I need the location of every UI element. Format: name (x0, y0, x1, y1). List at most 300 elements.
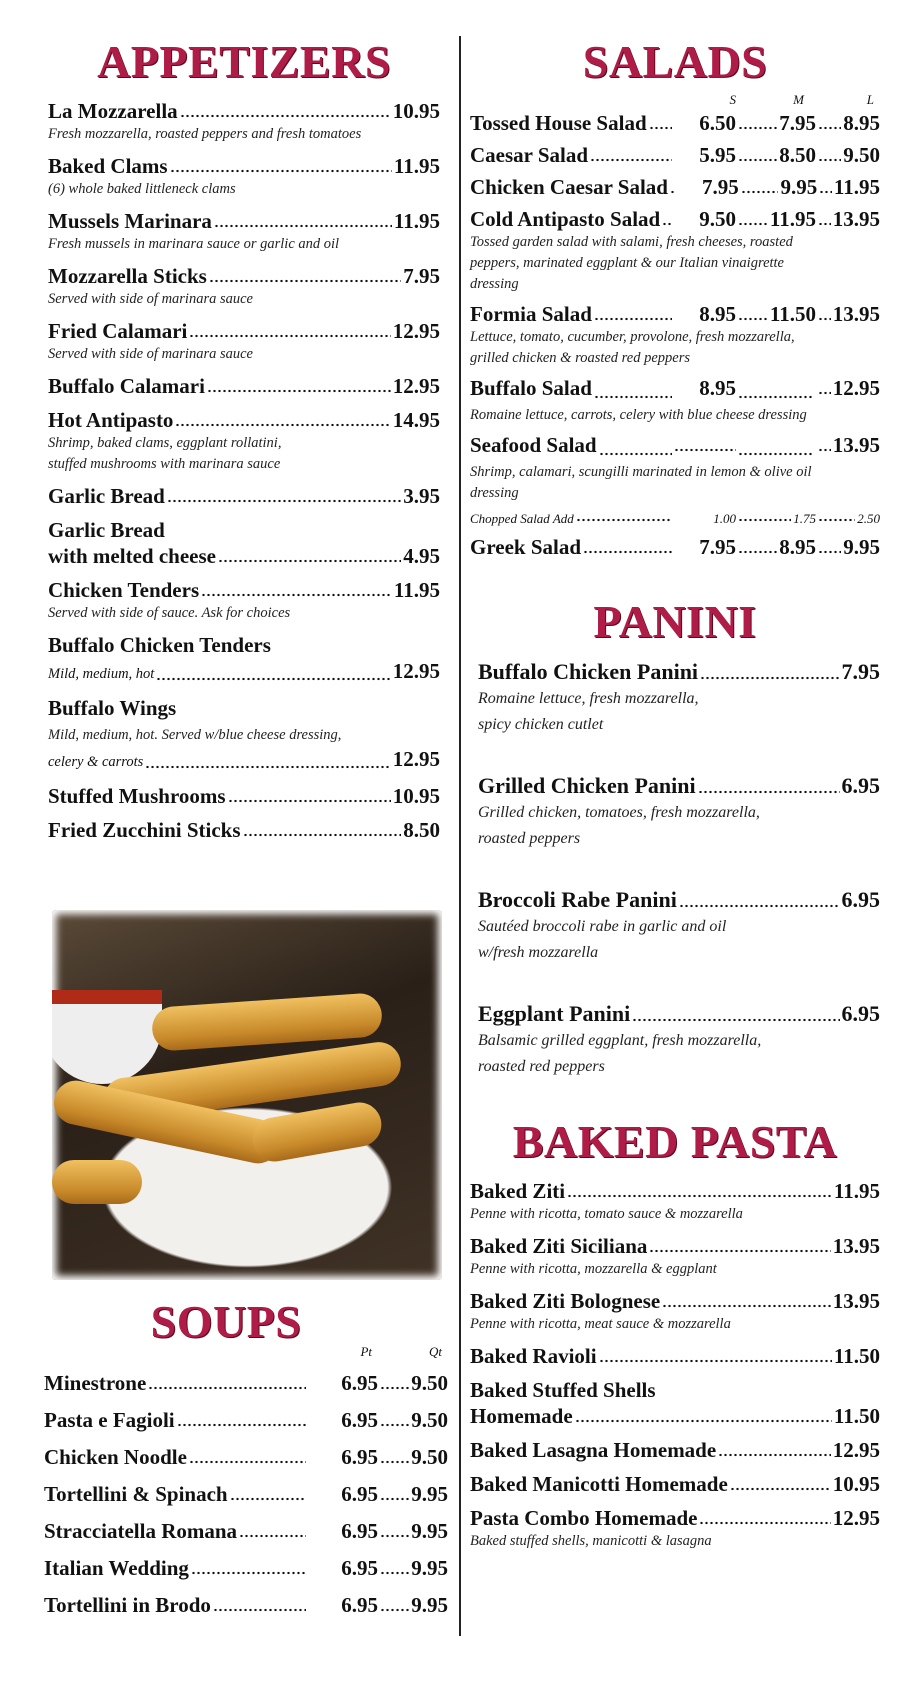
menu-item-price: 7.95 (841, 659, 880, 684)
menu-item-price: 11.50 (769, 302, 816, 326)
menu-item-name: Chopped Salad Add (470, 511, 574, 526)
menu-item-row (470, 174, 880, 200)
menu-item-name: Cold Antipasto Salad (470, 207, 661, 231)
dot-leader (228, 799, 391, 803)
price-cell (736, 510, 816, 528)
stick-shape (249, 1099, 385, 1165)
menu-item-row (470, 1233, 880, 1259)
price-cell (378, 1555, 448, 1581)
menu-item-price: 11.95 (833, 175, 880, 199)
dot-leader (662, 1304, 831, 1308)
size-l: L (866, 92, 874, 107)
dot-leader (590, 158, 672, 162)
menu-item-row (48, 783, 440, 809)
menu-item-name: Pasta e Fagioli (44, 1408, 175, 1432)
price-cell (674, 206, 736, 232)
menu-item (48, 632, 440, 687)
menu-item (48, 153, 440, 200)
menu-item-price: 12.95 (392, 374, 440, 398)
menu-item-row (48, 543, 440, 569)
price-cell (678, 174, 739, 200)
size-m: M (793, 92, 804, 107)
mozzarella-sticks-photo (52, 910, 442, 1280)
menu-item-price: 9.50 (411, 1371, 448, 1395)
menu-item-description: Penne with ricotta, meat sauce & mozzarella (470, 1316, 731, 1332)
baked-pasta-list (470, 1178, 880, 1552)
menu-item-row (44, 1518, 448, 1544)
dot-leader (380, 1460, 409, 1464)
price-cell (308, 1370, 378, 1396)
menu-item-description: Shrimp, calamari, scungilli marinated in lemon & olive oil (470, 464, 812, 480)
price-cell (816, 510, 880, 528)
menu-item-row (478, 658, 880, 686)
dot-leader (148, 1386, 306, 1390)
dot-leader (649, 126, 672, 130)
price-cell (817, 174, 880, 200)
menu-item-name: Chicken Tenders (48, 578, 200, 602)
menu-item-row (48, 263, 440, 289)
menu-item-name: Mozzarella Sticks (48, 264, 207, 288)
menu-item-price: 12.95 (392, 747, 440, 771)
menu-item-price: 6.95 (341, 1556, 378, 1580)
menu-item (470, 1343, 880, 1369)
dot-leader (380, 1497, 409, 1501)
price-cell (736, 395, 816, 405)
menu-item-description: roasted red peppers (478, 1058, 605, 1075)
menu-item-name: Formia Salad (470, 302, 592, 326)
menu-item (44, 1555, 448, 1581)
menu-item-price: 7.95 (403, 264, 440, 288)
dot-leader (207, 389, 391, 393)
menu-item (470, 110, 880, 136)
menu-item-price: 9.95 (780, 175, 818, 199)
dot-leader (170, 169, 392, 173)
menu-item-row (470, 375, 880, 405)
menu-item-description: Fresh mozzarella, roasted peppers and fresh tomatoes (48, 126, 362, 142)
dot-leader (594, 395, 672, 399)
menu-item-name: Minestrone (44, 1371, 147, 1395)
menu-item-price: 6.95 (341, 1371, 378, 1395)
menu-item-row (48, 208, 440, 234)
price-cell (816, 110, 880, 136)
dot-leader (818, 448, 831, 452)
menu-item-row (48, 153, 440, 179)
menu-item-name: Hot Antipasto (48, 408, 174, 432)
menu-item (478, 658, 880, 738)
price-cell (736, 110, 816, 136)
menu-item-name: Baked Manicotti Homemade (470, 1472, 728, 1496)
menu-item-price: 12.95 (832, 376, 880, 400)
price-cell (308, 1592, 378, 1618)
dot-leader (209, 279, 401, 283)
dot-leader (674, 448, 736, 452)
menu-item-price: 11.95 (393, 578, 440, 602)
dot-leader (738, 126, 777, 130)
dot-leader (818, 391, 831, 395)
menu-item-name-line: Baked Stuffed Shells (470, 1378, 656, 1402)
price-cell (674, 448, 736, 458)
dot-leader (700, 676, 839, 680)
menu-item-price: 10.95 (832, 1472, 880, 1496)
menu-item-row (48, 817, 440, 843)
menu-item-price: 6.95 (841, 887, 880, 912)
price-cell (378, 1370, 448, 1396)
dot-leader (380, 1571, 409, 1575)
dot-leader (189, 334, 390, 338)
menu-item-row (470, 534, 880, 560)
dot-leader (583, 550, 672, 554)
price-cell (736, 452, 816, 462)
dot-leader (167, 499, 401, 503)
menu-item (478, 886, 880, 966)
menu-item-row (470, 1178, 880, 1204)
price-cell (674, 142, 736, 168)
menu-item-price: 6.50 (699, 111, 736, 135)
menu-item-name: Homemade (470, 1404, 573, 1428)
menu-item-price: 11.50 (833, 1344, 880, 1368)
dot-leader (191, 1571, 306, 1575)
menu-item-name-line: Buffalo Wings (48, 696, 177, 720)
stick-shape (52, 1160, 142, 1204)
menu-item-price: 8.50 (403, 818, 440, 842)
price-cell (739, 174, 817, 200)
menu-item-row (48, 407, 440, 433)
menu-item-row (48, 318, 440, 344)
menu-item-row (48, 483, 440, 509)
menu-item-price: 6.95 (341, 1482, 378, 1506)
dot-leader (189, 1460, 306, 1464)
menu-item-name: Garlic Bread (48, 484, 165, 508)
dot-leader (632, 1018, 839, 1022)
menu-item (48, 817, 440, 843)
menu-item-description: Grilled chicken, tomatoes, fresh mozzarella, (478, 804, 760, 821)
menu-item-price: 11.95 (833, 1179, 880, 1203)
appetizers-list (48, 98, 440, 843)
baked-pasta-section (470, 1116, 880, 1552)
dot-leader (738, 395, 814, 399)
dot-leader (679, 904, 840, 908)
menu-item-price: 12.95 (392, 319, 440, 343)
price-cell (674, 110, 736, 136)
menu-item-row (44, 1444, 448, 1470)
menu-item (470, 1233, 880, 1280)
section-title-appetizers: APPETIZERS (97, 36, 391, 87)
dot-leader (819, 190, 832, 194)
price-cell (378, 1518, 448, 1544)
menu-item (470, 1471, 880, 1497)
menu-item (470, 375, 880, 426)
menu-item-name: Baked Ziti (470, 1179, 566, 1203)
menu-item-description: roasted peppers (478, 830, 581, 847)
menu-item-description: Romaine lettuce, fresh mozzarella, (478, 690, 699, 707)
menu-item-price: 13.95 (832, 433, 880, 457)
menu-item (48, 318, 440, 365)
section-title-baked-pasta: BAKED PASTA (512, 1116, 838, 1167)
menu-item-price: 13.95 (832, 1289, 880, 1313)
price-cell (816, 301, 880, 327)
dot-leader (594, 317, 672, 321)
price-cell (674, 510, 736, 528)
menu-item-description: Penne with ricotta, mozzarella & eggplant (470, 1261, 717, 1277)
price-cell (378, 1592, 448, 1618)
dot-leader (180, 114, 391, 118)
menu-item-row (478, 1000, 880, 1028)
menu-item-name: La Mozzarella (48, 99, 178, 123)
menu-item (470, 206, 880, 295)
menu-item-price: 9.50 (843, 143, 880, 167)
menu-item-name: Broccoli Rabe Panini (478, 887, 677, 912)
price-cell (674, 534, 736, 560)
dot-leader (738, 452, 814, 456)
menu-item-price: 9.95 (411, 1556, 448, 1580)
dot-leader (243, 833, 402, 837)
menu-item (44, 1444, 448, 1470)
menu-item (478, 1000, 880, 1080)
dot-leader (738, 518, 791, 522)
menu-item (478, 772, 880, 852)
dot-leader (156, 677, 390, 681)
price-cell (816, 432, 880, 458)
price-cell (674, 375, 736, 401)
price-cell (736, 301, 816, 327)
menu-item-description: Penne with ricotta, tomato sauce & mozzarella (470, 1206, 743, 1222)
dot-leader (380, 1423, 409, 1427)
price-cell (736, 206, 816, 232)
section-title-panini: PANINI (593, 596, 757, 647)
menu-item (44, 1370, 448, 1396)
dot-leader (818, 317, 831, 321)
menu-item-price: 12.95 (392, 659, 440, 683)
menu-item-price: 1.00 (713, 511, 736, 526)
menu-item-description: Baked stuffed shells, manicotti & lasagna (470, 1533, 712, 1549)
menu-item-description: grilled chicken & roasted red peppers (470, 350, 690, 366)
menu-item-name: Baked Lasagna Homemade (470, 1438, 717, 1462)
menu-item-name: Italian Wedding (44, 1556, 189, 1580)
menu-item-price: 11.95 (393, 154, 440, 178)
dot-leader (818, 158, 841, 162)
menu-item-price: 5.95 (699, 143, 736, 167)
menu-item-row (470, 432, 880, 462)
size-pt: Pt (360, 1344, 372, 1359)
menu-item (44, 1592, 448, 1618)
menu-item (48, 263, 440, 310)
price-cell (736, 142, 816, 168)
size-qt: Qt (429, 1344, 442, 1359)
dot-leader (738, 158, 777, 162)
menu-item-name: Tossed House Salad (470, 111, 647, 135)
marinara-bowl (52, 990, 162, 1084)
menu-item-row (470, 301, 880, 327)
menu-item-price: 7.95 (702, 175, 739, 199)
menu-item-name: Stuffed Mushrooms (48, 784, 226, 808)
menu-item-row (44, 1592, 448, 1618)
menu-item-price: 9.50 (699, 207, 736, 231)
menu-item (470, 1437, 880, 1463)
section-title-soups: SOUPS (150, 1296, 302, 1347)
menu-item-price: 8.50 (779, 143, 816, 167)
menu-item-row (470, 1403, 880, 1429)
menu-item-row (44, 1407, 448, 1433)
menu-item-description: Tossed garden salad with salami, fresh cheeses, roasted (470, 234, 793, 250)
menu-item-name: Buffalo Chicken Panini (478, 659, 699, 684)
menu-item (470, 1288, 880, 1335)
price-cell (816, 375, 880, 401)
menu-item-description: Mild, medium, hot. Served w/blue cheese dressing, (48, 727, 342, 743)
menu-item-name: Baked Ziti Siciliana (470, 1234, 648, 1258)
menu-item-price: 11.50 (833, 1404, 880, 1428)
menu-item-row (48, 373, 440, 399)
menu-item-price: 10.95 (392, 784, 440, 808)
menu-item-price: 8.95 (699, 376, 736, 400)
menu-item-row (478, 772, 880, 800)
dot-leader (818, 126, 841, 130)
menu-item (470, 174, 880, 200)
menu-item-description: (6) whole baked littleneck clams (48, 181, 236, 197)
section-title-salads: SALADS (582, 36, 768, 87)
left-column (48, 36, 440, 843)
price-cell (378, 1444, 448, 1470)
menu-item-name: celery & carrots (48, 754, 144, 770)
dot-leader (599, 1359, 832, 1363)
dot-leader (567, 1194, 832, 1198)
menu-item-price: 9.50 (411, 1445, 448, 1469)
menu-item-row (470, 1343, 880, 1369)
dot-leader (670, 190, 676, 194)
dot-leader (599, 452, 672, 456)
menu-item-price: 9.95 (411, 1593, 448, 1617)
right-column (470, 36, 880, 1552)
menu-item-price: 4.95 (403, 544, 440, 568)
menu-item-price: 8.95 (843, 111, 880, 135)
menu-item-row (470, 1505, 880, 1531)
dot-leader (698, 790, 840, 794)
menu-item-price: 11.95 (393, 209, 440, 233)
menu-item-price: 9.50 (411, 1408, 448, 1432)
dot-leader (239, 1534, 306, 1538)
menu-item-name: Buffalo Salad (470, 376, 592, 400)
dot-leader (818, 550, 841, 554)
salads-list (470, 110, 880, 560)
dot-leader (741, 190, 779, 194)
menu-item-price: 9.95 (411, 1482, 448, 1506)
menu-item-price: 13.95 (832, 302, 880, 326)
menu-item (48, 783, 440, 809)
menu-item-row (470, 1288, 880, 1314)
menu-item-name: Grilled Chicken Panini (478, 773, 696, 798)
panini-list (470, 658, 880, 1080)
menu-item-name-line: Garlic Bread (48, 518, 165, 542)
menu-item-price: 2.50 (857, 511, 880, 526)
menu-item (44, 1407, 448, 1433)
menu-item-description: peppers, marinated eggplant & our Italian vinaigrette (470, 255, 784, 271)
price-cell (816, 206, 880, 232)
price-cell (308, 1555, 378, 1581)
menu-item-price: 9.95 (843, 535, 880, 559)
dot-leader (718, 1453, 831, 1457)
menu-item (470, 1505, 880, 1552)
menu-item (470, 1178, 880, 1225)
menu-item-row (470, 510, 880, 528)
menu-item-row (470, 142, 880, 168)
menu-item (48, 208, 440, 255)
menu-item-name: Chicken Caesar Salad (470, 175, 668, 199)
menu-item-row (478, 886, 880, 914)
price-cell (308, 1518, 378, 1544)
menu-item (48, 98, 440, 145)
menu-item-price: 13.95 (832, 1234, 880, 1258)
panini-section (470, 596, 880, 1080)
menu-item-price: 6.95 (841, 773, 880, 798)
menu-item-name: Fried Calamari (48, 319, 188, 343)
menu-item-price: 12.95 (832, 1506, 880, 1530)
menu-item-row (470, 206, 880, 232)
price-cell (816, 534, 880, 560)
dot-leader (380, 1534, 409, 1538)
menu-item-row (470, 1437, 880, 1463)
size-s: S (729, 92, 736, 107)
dot-leader (230, 1497, 306, 1501)
price-cell (816, 142, 880, 168)
menu-item-price: 11.95 (769, 207, 816, 231)
dot-leader (175, 423, 390, 427)
menu-item-name: Greek Salad (470, 535, 582, 559)
price-cell (308, 1407, 378, 1433)
menu-item-price: 7.95 (699, 535, 736, 559)
menu-item (470, 142, 880, 168)
menu-item-price: 8.95 (779, 535, 816, 559)
menu-item (44, 1481, 448, 1507)
menu-item-description: Served with side of marinara sauce (48, 291, 253, 307)
menu-item (48, 577, 440, 624)
dot-leader (575, 1419, 832, 1423)
menu-item-description: Romaine lettuce, carrots, celery with blue cheese dressing (470, 407, 807, 423)
menu-item-row (48, 577, 440, 603)
menu-item-price: 14.95 (392, 408, 440, 432)
menu-item (470, 534, 880, 560)
menu-item-name: Baked Clams (48, 154, 168, 178)
menu-item-name: Mild, medium, hot (48, 666, 155, 682)
menu-item-price: 12.95 (832, 1438, 880, 1462)
menu-item-name: Baked Ziti Bolognese (470, 1289, 661, 1313)
price-cell (378, 1481, 448, 1507)
dot-leader (662, 222, 672, 226)
menu-item-description: spicy chicken cutlet (478, 716, 604, 733)
appetizers-section (48, 36, 440, 843)
menu-item-name: Mussels Marinara (48, 209, 212, 233)
menu-item-row (48, 746, 440, 775)
menu-item-price: 3.95 (403, 484, 440, 508)
dot-leader (145, 765, 390, 769)
dot-leader (699, 1521, 830, 1525)
menu-item (48, 517, 440, 569)
dot-leader (738, 550, 777, 554)
dot-leader (214, 224, 392, 228)
menu-item-description: dressing (470, 485, 519, 501)
menu-item-price: 6.95 (841, 1001, 880, 1026)
dot-leader (380, 1608, 409, 1612)
menu-item-name: with melted cheese (48, 544, 216, 568)
menu-item-row (48, 658, 440, 687)
menu-item-price: 6.95 (341, 1445, 378, 1469)
menu-item-price: 13.95 (832, 207, 880, 231)
menu-item-price: 10.95 (392, 99, 440, 123)
menu-item-name: Eggplant Panini (478, 1001, 631, 1026)
stick-shape (151, 992, 384, 1052)
menu-item-row (470, 1471, 880, 1497)
menu-item-name: Buffalo Calamari (48, 374, 205, 398)
menu-item-name: Caesar Salad (470, 143, 589, 167)
dot-leader (201, 593, 392, 597)
